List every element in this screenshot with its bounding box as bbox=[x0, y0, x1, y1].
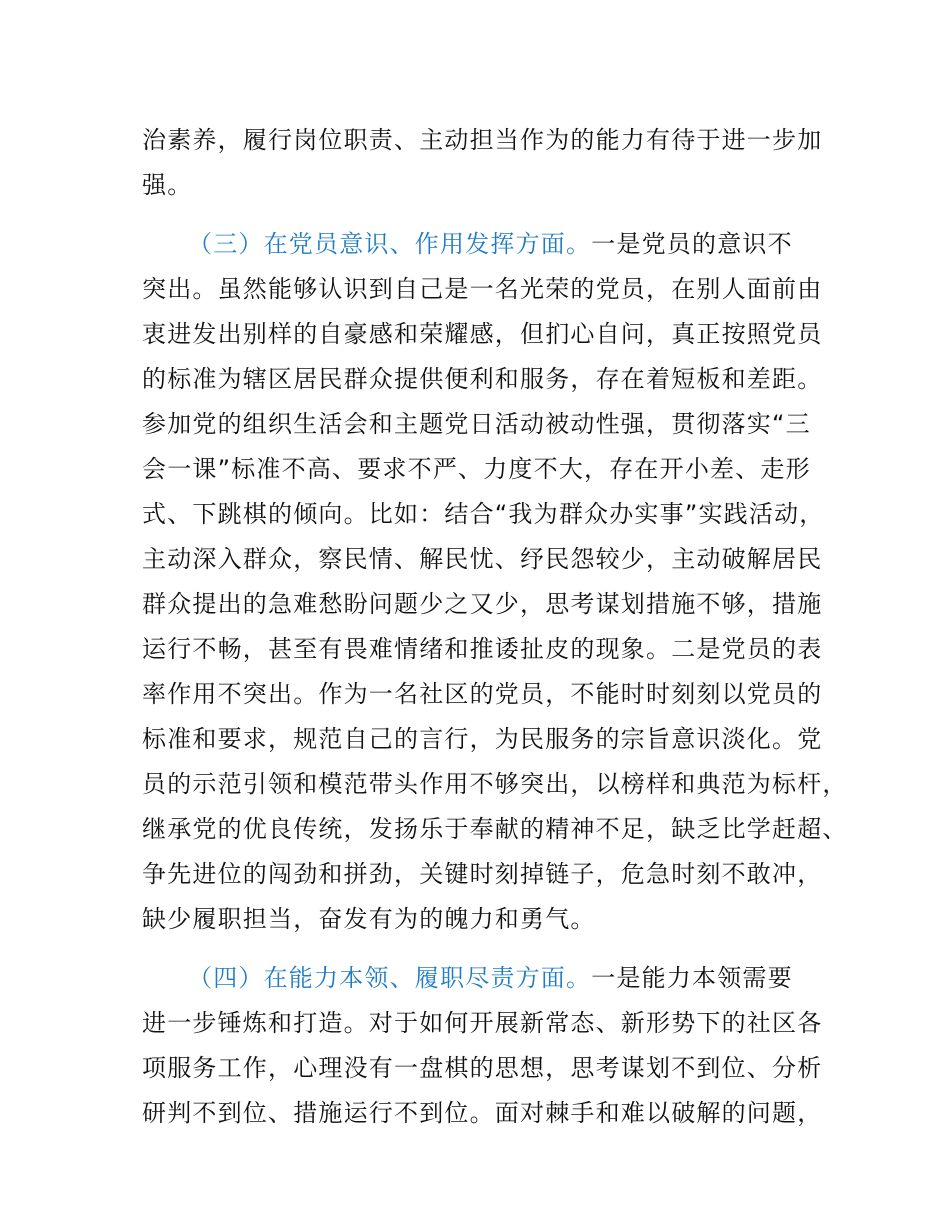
text-span: 一是能力本领需要 bbox=[591, 964, 793, 992]
text-line: 研判不到位、措施运行不到位。面对棘手和难以破解的问题， bbox=[142, 1099, 823, 1127]
text-line: 员的示范引领和模范带头作用不够突出，以榜样和典范为标杆， bbox=[142, 770, 848, 798]
section-heading-3: （三）在党员意识、作用发挥方面。 bbox=[188, 230, 592, 258]
text-line: 强。 bbox=[142, 171, 193, 199]
text-line: 继承党的优良传统，发扬乐于奉献的精神不足，缺乏比学赶超、 bbox=[142, 815, 848, 843]
text-line: 争先进位的闯劲和拼劲，关键时刻掉链子，危急时刻不敢冲， bbox=[142, 860, 823, 888]
paragraph-first-line bbox=[188, 961, 793, 995]
text-line: 式、下跳棋的倾向。比如：结合“我为群众办实事”实践活动， bbox=[142, 500, 825, 528]
text-line: 项服务工作，心理没有一盘棋的思想，思考谋划不到位、分析 bbox=[142, 1054, 823, 1082]
text-line: 标准和要求，规范自己的言行，为民服务的宗旨意识淡化。党 bbox=[142, 725, 823, 753]
text-line: 突出。虽然能够认识到自己是一名光荣的党员，在别人面前由 bbox=[142, 275, 823, 303]
text-line: 的标准为辖区居民群众提供便利和服务，存在着短板和差距。 bbox=[142, 365, 823, 393]
text-line: 治素养，履行岗位职责、主动担当作为的能力有待于进一步加 bbox=[142, 126, 823, 154]
text-line: 率作用不突出。作为一名社区的党员，不能时时刻刻以党员的 bbox=[142, 680, 823, 708]
text-line: 运行不畅，甚至有畏难情绪和推诿扯皮的现象。二是党员的表 bbox=[142, 635, 823, 663]
text-line: 衷进发出别样的自豪感和荣耀感，但扪心自问，真正按照党员 bbox=[142, 320, 823, 348]
text-line: 主动深入群众，察民情、解民忧、纾民怨较少，主动破解居民 bbox=[142, 545, 823, 573]
section-heading-4: （四）在能力本领、履职尽责方面。 bbox=[188, 964, 592, 992]
text-line: 会一课”标准不高、要求不严、力度不大，存在开小差、走形 bbox=[142, 455, 811, 483]
text-span: 一是党员的意识不 bbox=[591, 230, 793, 258]
text-line: 进一步锤炼和打造。对于如何开展新常态、新形势下的社区各 bbox=[142, 1009, 823, 1037]
text-line: 缺少履职担当，奋发有为的魄力和勇气。 bbox=[142, 905, 596, 933]
paragraph-first-line bbox=[188, 227, 793, 261]
text-line: 参加党的组织生活会和主题党日活动被动性强，贯彻落实“三 bbox=[142, 410, 811, 438]
text-line: 群众提出的急难愁盼问题少之又少，思考谋划措施不够，措施 bbox=[142, 590, 823, 618]
